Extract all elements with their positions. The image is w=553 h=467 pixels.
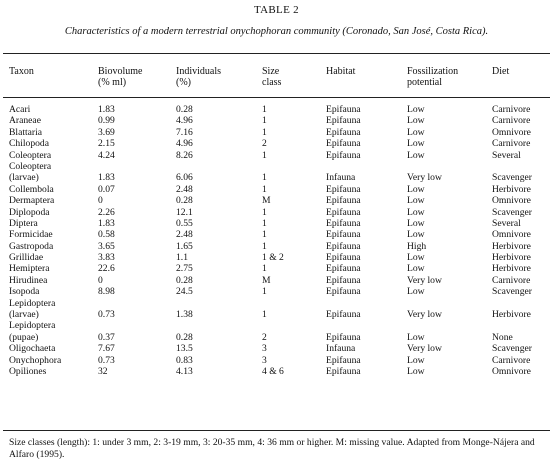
cell-size-class: 1: [262, 115, 267, 127]
cell-biovolume: 1.83: [98, 217, 115, 229]
table-row: [0, 195, 553, 206]
cell-habitat: Epifauna: [326, 286, 361, 298]
cell-habitat: Epifauna: [326, 138, 361, 150]
cell-diet: Herbivore: [492, 183, 531, 195]
cell-fossilization: Very low: [407, 309, 442, 321]
table-caption: Characteristics of a modern terrestrial onychophoran community (Coronado, San José, Costa Rica).: [64, 26, 489, 37]
cell-taxon: Lepidoptera: [9, 297, 56, 309]
table-row: [0, 161, 553, 172]
cell-habitat: Epifauna: [326, 274, 361, 286]
cell-biovolume: 0: [98, 195, 103, 207]
table-row: [0, 343, 553, 354]
cell-fossilization: Low: [407, 195, 425, 207]
cell-taxon: Blattaria: [9, 126, 43, 138]
cell-habitat: Epifauna: [326, 115, 361, 127]
cell-biovolume: 0.99: [98, 115, 115, 127]
cell-size-class: M: [262, 195, 271, 207]
cell-taxon: Coleoptera: [9, 149, 52, 161]
cell-individuals: 12.1: [176, 206, 193, 218]
cell-biovolume: 3.69: [98, 126, 115, 138]
table-row: [0, 104, 553, 115]
cell-fossilization: High: [407, 240, 427, 252]
cell-biovolume: 0.07: [98, 183, 115, 195]
cell-taxon: (pupae): [9, 331, 39, 343]
cell-individuals: 0.28: [176, 274, 193, 286]
cell-size-class: 1: [262, 126, 267, 138]
cell-diet: Scavenger: [492, 286, 532, 298]
cell-habitat: Infauna: [326, 172, 356, 184]
cell-taxon: Hemiptera: [9, 263, 50, 275]
cell-biovolume: 3.65: [98, 240, 115, 252]
table-row: [0, 355, 553, 366]
cell-taxon: Araneae: [9, 115, 41, 127]
cell-biovolume: 2.15: [98, 138, 115, 150]
cell-habitat: Epifauna: [326, 126, 361, 138]
header-taxon: Taxon: [9, 66, 34, 77]
cell-individuals: 2.48: [176, 183, 193, 195]
cell-taxon: Coleoptera: [9, 160, 52, 172]
cell-diet: Carnivore: [492, 274, 531, 286]
cell-diet: Carnivore: [492, 354, 531, 366]
table-row: [0, 309, 553, 320]
header-individuals: Individuals (%): [176, 66, 221, 88]
cell-size-class: 1: [262, 229, 267, 241]
cell-taxon: (larvae): [9, 172, 39, 184]
cell-size-class: 4 & 6: [262, 365, 284, 377]
table-row: [0, 320, 553, 331]
table-row: [0, 229, 553, 240]
cell-taxon: Acari: [9, 104, 31, 115]
header-biovolume: Biovolume (% ml): [98, 66, 143, 88]
table-row: [0, 150, 553, 161]
cell-size-class: 1: [262, 240, 267, 252]
cell-fossilization: Low: [407, 206, 425, 218]
cell-fossilization: Very low: [407, 172, 442, 184]
cell-diet: Omnivore: [492, 126, 531, 138]
table-row: [0, 138, 553, 149]
cell-size-class: 3: [262, 343, 267, 355]
cell-diet: Carnivore: [492, 138, 531, 150]
cell-size-class: 1: [262, 172, 267, 184]
header-rule: [3, 97, 550, 98]
table-row: [0, 252, 553, 263]
cell-diet: Herbivore: [492, 263, 531, 275]
cell-individuals: 0.28: [176, 104, 193, 115]
cell-diet: Omnivore: [492, 365, 531, 377]
cell-fossilization: Low: [407, 331, 425, 343]
cell-individuals: 1.1: [176, 252, 188, 264]
cell-fossilization: Low: [407, 104, 425, 115]
cell-individuals: 0.55: [176, 217, 193, 229]
cell-habitat: Epifauna: [326, 104, 361, 115]
cell-diet: Herbivore: [492, 252, 531, 264]
cell-biovolume: 0: [98, 274, 103, 286]
cell-fossilization: Very low: [407, 343, 442, 355]
cell-biovolume: 0.73: [98, 354, 115, 366]
cell-taxon: Formicidae: [9, 229, 53, 241]
cell-habitat: Epifauna: [326, 183, 361, 195]
table-header: [0, 66, 553, 96]
cell-diet: Scavenger: [492, 343, 532, 355]
cell-diet: Omnivore: [492, 195, 531, 207]
cell-fossilization: Low: [407, 229, 425, 241]
cell-individuals: 0.83: [176, 354, 193, 366]
table-row: [0, 366, 553, 377]
cell-biovolume: 7.67: [98, 343, 115, 355]
cell-individuals: 1.65: [176, 240, 193, 252]
cell-individuals: 0.28: [176, 195, 193, 207]
cell-size-class: 1: [262, 263, 267, 275]
cell-fossilization: Low: [407, 183, 425, 195]
cell-diet: Herbivore: [492, 240, 531, 252]
cell-size-class: 1: [262, 183, 267, 195]
cell-biovolume: 22.6: [98, 263, 115, 275]
cell-size-class: 1: [262, 149, 267, 161]
cell-diet: Carnivore: [492, 104, 531, 115]
cell-taxon: Grillidae: [9, 252, 44, 264]
cell-size-class: 1 & 2: [262, 252, 284, 264]
cell-size-class: 2: [262, 138, 267, 150]
cell-individuals: 7.16: [176, 126, 193, 138]
cell-individuals: 2.48: [176, 229, 193, 241]
cell-habitat: Epifauna: [326, 195, 361, 207]
header-diet: Diet: [492, 66, 510, 77]
cell-biovolume: 0.58: [98, 229, 115, 241]
cell-biovolume: 4.24: [98, 149, 115, 161]
table-row: [0, 184, 553, 195]
cell-habitat: Epifauna: [326, 252, 361, 264]
cell-individuals: 2.75: [176, 263, 193, 275]
cell-diet: Herbivore: [492, 309, 531, 321]
cell-size-class: M: [262, 274, 271, 286]
cell-biovolume: 1.83: [98, 104, 115, 115]
cell-fossilization: Low: [407, 354, 425, 366]
cell-biovolume: 0.73: [98, 309, 115, 321]
bottom-rule: [3, 430, 550, 431]
cell-taxon: Chilopoda: [9, 138, 49, 150]
cell-diet: Omnivore: [492, 229, 531, 241]
cell-fossilization: Low: [407, 252, 425, 264]
cell-habitat: Epifauna: [326, 354, 361, 366]
cell-fossilization: Low: [407, 263, 425, 275]
cell-fossilization: Low: [407, 217, 425, 229]
table-row: [0, 263, 553, 274]
cell-individuals: 4.96: [176, 138, 193, 150]
cell-diet: Several: [492, 217, 521, 229]
header-habitat: Habitat: [326, 66, 356, 77]
cell-biovolume: 1.83: [98, 172, 115, 184]
cell-biovolume: 0.37: [98, 331, 115, 343]
cell-diet: Scavenger: [492, 206, 532, 218]
table-footnote: Size classes (length): 1: under 3 mm, 2: 3-19 mm, 3: 20-35 mm, 4: 36 mm or higher. M: missing value. Adapted from Monge-Nájera and Alfaro (1995).: [9, 437, 535, 460]
cell-habitat: Epifauna: [326, 331, 361, 343]
cell-fossilization: Low: [407, 365, 425, 377]
table-row: [0, 298, 553, 309]
cell-individuals: 0.28: [176, 331, 193, 343]
cell-size-class: 1: [262, 217, 267, 229]
cell-habitat: Epifauna: [326, 206, 361, 218]
cell-individuals: 13.5: [176, 343, 193, 355]
table-row: [0, 241, 553, 252]
cell-size-class: 1: [262, 286, 267, 298]
cell-fossilization: Low: [407, 138, 425, 150]
cell-individuals: 4.96: [176, 115, 193, 127]
cell-fossilization: Very low: [407, 274, 442, 286]
cell-biovolume: 8.98: [98, 286, 115, 298]
table-body: [0, 104, 553, 377]
cell-individuals: 4.13: [176, 365, 193, 377]
cell-taxon: Lepidoptera: [9, 320, 56, 332]
cell-fossilization: Low: [407, 149, 425, 161]
table-row: [0, 218, 553, 229]
cell-taxon: Isopoda: [9, 286, 40, 298]
cell-diet: Scavenger: [492, 172, 532, 184]
cell-habitat: Epifauna: [326, 149, 361, 161]
cell-size-class: 2: [262, 331, 267, 343]
table-row: [0, 127, 553, 138]
table-row: [0, 286, 553, 297]
header-size-class: Size class: [262, 66, 282, 88]
cell-individuals: 24.5: [176, 286, 193, 298]
cell-taxon: Oligochaeta: [9, 343, 56, 355]
cell-taxon: Hirudinea: [9, 274, 48, 286]
cell-habitat: Epifauna: [326, 229, 361, 241]
table-number: TABLE 2: [254, 4, 299, 16]
cell-fossilization: Low: [407, 115, 425, 127]
cell-habitat: Epifauna: [326, 240, 361, 252]
table-row: [0, 172, 553, 183]
cell-biovolume: 3.83: [98, 252, 115, 264]
cell-fossilization: Low: [407, 126, 425, 138]
cell-diet: Carnivore: [492, 115, 531, 127]
table-row: [0, 332, 553, 343]
cell-taxon: Onychophora: [9, 354, 62, 366]
cell-size-class: 3: [262, 354, 267, 366]
cell-size-class: 1: [262, 104, 267, 115]
cell-habitat: Epifauna: [326, 365, 361, 377]
table-row: [0, 115, 553, 126]
top-rule: [3, 53, 550, 54]
cell-taxon: Opiliones: [9, 365, 47, 377]
cell-individuals: 1.38: [176, 309, 193, 321]
cell-individuals: 8.26: [176, 149, 193, 161]
table-row: [0, 275, 553, 286]
cell-taxon: Diptera: [9, 217, 38, 229]
cell-habitat: Epifauna: [326, 309, 361, 321]
cell-diet: Several: [492, 149, 521, 161]
cell-diet: None: [492, 331, 513, 343]
cell-individuals: 6.06: [176, 172, 193, 184]
cell-taxon: Diplopoda: [9, 206, 50, 218]
table-row: [0, 207, 553, 218]
cell-taxon: (larvae): [9, 309, 39, 321]
cell-habitat: Epifauna: [326, 217, 361, 229]
cell-size-class: 1: [262, 309, 267, 321]
cell-habitat: Infauna: [326, 343, 356, 355]
cell-taxon: Gastropoda: [9, 240, 54, 252]
cell-habitat: Epifauna: [326, 263, 361, 275]
cell-taxon: Collembola: [9, 183, 54, 195]
cell-biovolume: 32: [98, 365, 108, 377]
cell-fossilization: Low: [407, 286, 425, 298]
cell-biovolume: 2.26: [98, 206, 115, 218]
header-fossilization: Fossilization potential: [407, 66, 459, 88]
cell-taxon: Dermaptera: [9, 195, 55, 207]
cell-size-class: 1: [262, 206, 267, 218]
